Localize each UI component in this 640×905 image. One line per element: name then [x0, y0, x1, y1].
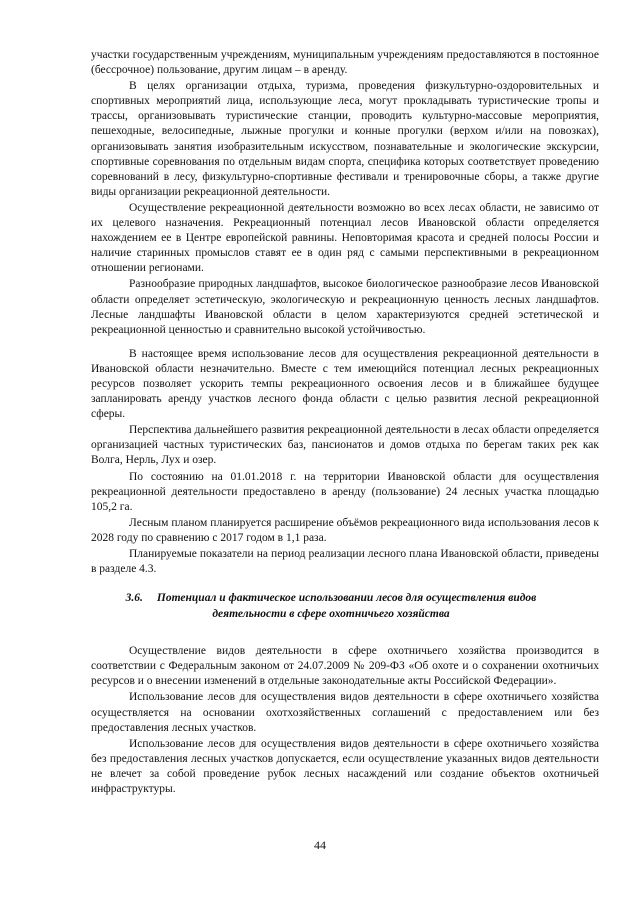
- paragraph: В настоящее время использование лесов для осуществления рекреационной деятельности в Ивановской области незначительно. Вместе с тем имеющийся потенциал лесных рекреационных ресурсов позволяет ускорить темпы рекреационного освоения лесов и в ближайшее будущее запланировать аренду участков лесного фонда области с целью развития лесной рекреационной сферы.: [91, 347, 599, 421]
- paragraph: В целях организации отдыха, туризма, проведения физкультурно-оздоровительных и спортивных мероприятий лица, использующие леса, могут прокладывать туристические тропы и трассы, организовывать туристические станции, проводить культурно-массовые мероприятия, пешеходные, велосипедные, лыжные прогулки и конные прогулки (верхом и/или на повозках), организовывать занятия изобразительным искусством, познавательные и экологические экскурсии, спортивные соревнования по отдельным видам спорта, специфика которых соответствует проведению соревнований в лесу, физкультурно-спортивные фестивали и тренировочные сборы, а также другие виды организации рекреационной деятельности.: [91, 80, 599, 198]
- paragraph: Планируемые показатели на период реализации лесного плана Ивановской области, приведены в разделе 4.3.: [91, 548, 599, 576]
- paragraph: Разнообразие природных ландшафтов, высокое биологическое разнообразие лесов Ивановской области определяет эстетическую, экологическую и рекреационную ценность лесных ландшафтов. Лесные ландшафты Ивановской области в целом характеризуются средней эстетической и рекреационной ценностью и сравнительно высокой устойчивостью.: [91, 278, 599, 336]
- paragraph: Использование лесов для осуществления видов деятельности в сфере охотничьего хозяйства осуществляется на основании охотхозяйственных соглашений с предоставлением или без предоставления лесных участков.: [91, 691, 599, 734]
- paragraph: Использование лесов для осуществления видов деятельности в сфере охотничьего хозяйства без предоставления лесных участков допускается, если осуществление указанных видов деятельности не влечет за собой проведение рубок лесных насаждений или создание объектов охотничьей инфраструктуры.: [91, 737, 599, 796]
- paragraph: По состоянию на 01.01.2018 г. на территории Ивановской области для осуществления рекреационной деятельности предоставлено в аренду (пользование) 24 лесных участка площадью 105,2 га.: [91, 470, 599, 513]
- section-number: 3.6.: [125, 592, 143, 605]
- paragraph: Осуществление рекреационной деятельности возможно во всех лесах области, не зависимо от их целевого назначения. Рекреационный потенциал лесов Ивановской области определяется нахождением ее в Центре европейской равнины. Неповторимая красота и средней полосы России и наличие старинных промыслов ставят ее в один ряд с самыми перспективными в рекреационном отношении регионами.: [91, 201, 599, 275]
- paragraph-gap: [91, 339, 599, 347]
- page-number: 44: [314, 838, 326, 852]
- paragraph: Перспектива дальнейшего развития рекреационной деятельности в лесах области определяется организацией частных туристических баз, пансионатов и домов отдыха по берегам таких рек как Волга, Нерль, Лух и озер.: [91, 424, 599, 467]
- paragraph: участки государственным учреждениям, муниципальным учреждениям предоставляются в постоянное (бессрочное) пользование, другим лицам – в аренду.: [91, 49, 599, 77]
- section-title: Потенциал и фактическое использовании лесов для осуществления видов деятельности в сфере охотничьего хозяйства: [156, 592, 537, 620]
- section-heading: [91, 591, 599, 622]
- body-text: [91, 48, 599, 798]
- paragraph: Осуществление видов деятельности в сфере охотничьего хозяйства производится в соответствии с Федеральным законом от 24.07.2009 № 209-ФЗ «Об охоте и о сохранении охотничьих ресурсов и о внесении изменений в отдельные законодательные акты Российской Федерации».: [91, 645, 599, 688]
- paragraph: Лесным планом планируется расширение объёмов рекреационного вида использования лесов к 2028 году по сравнению с 2017 годом в 1,1 раза.: [91, 516, 599, 544]
